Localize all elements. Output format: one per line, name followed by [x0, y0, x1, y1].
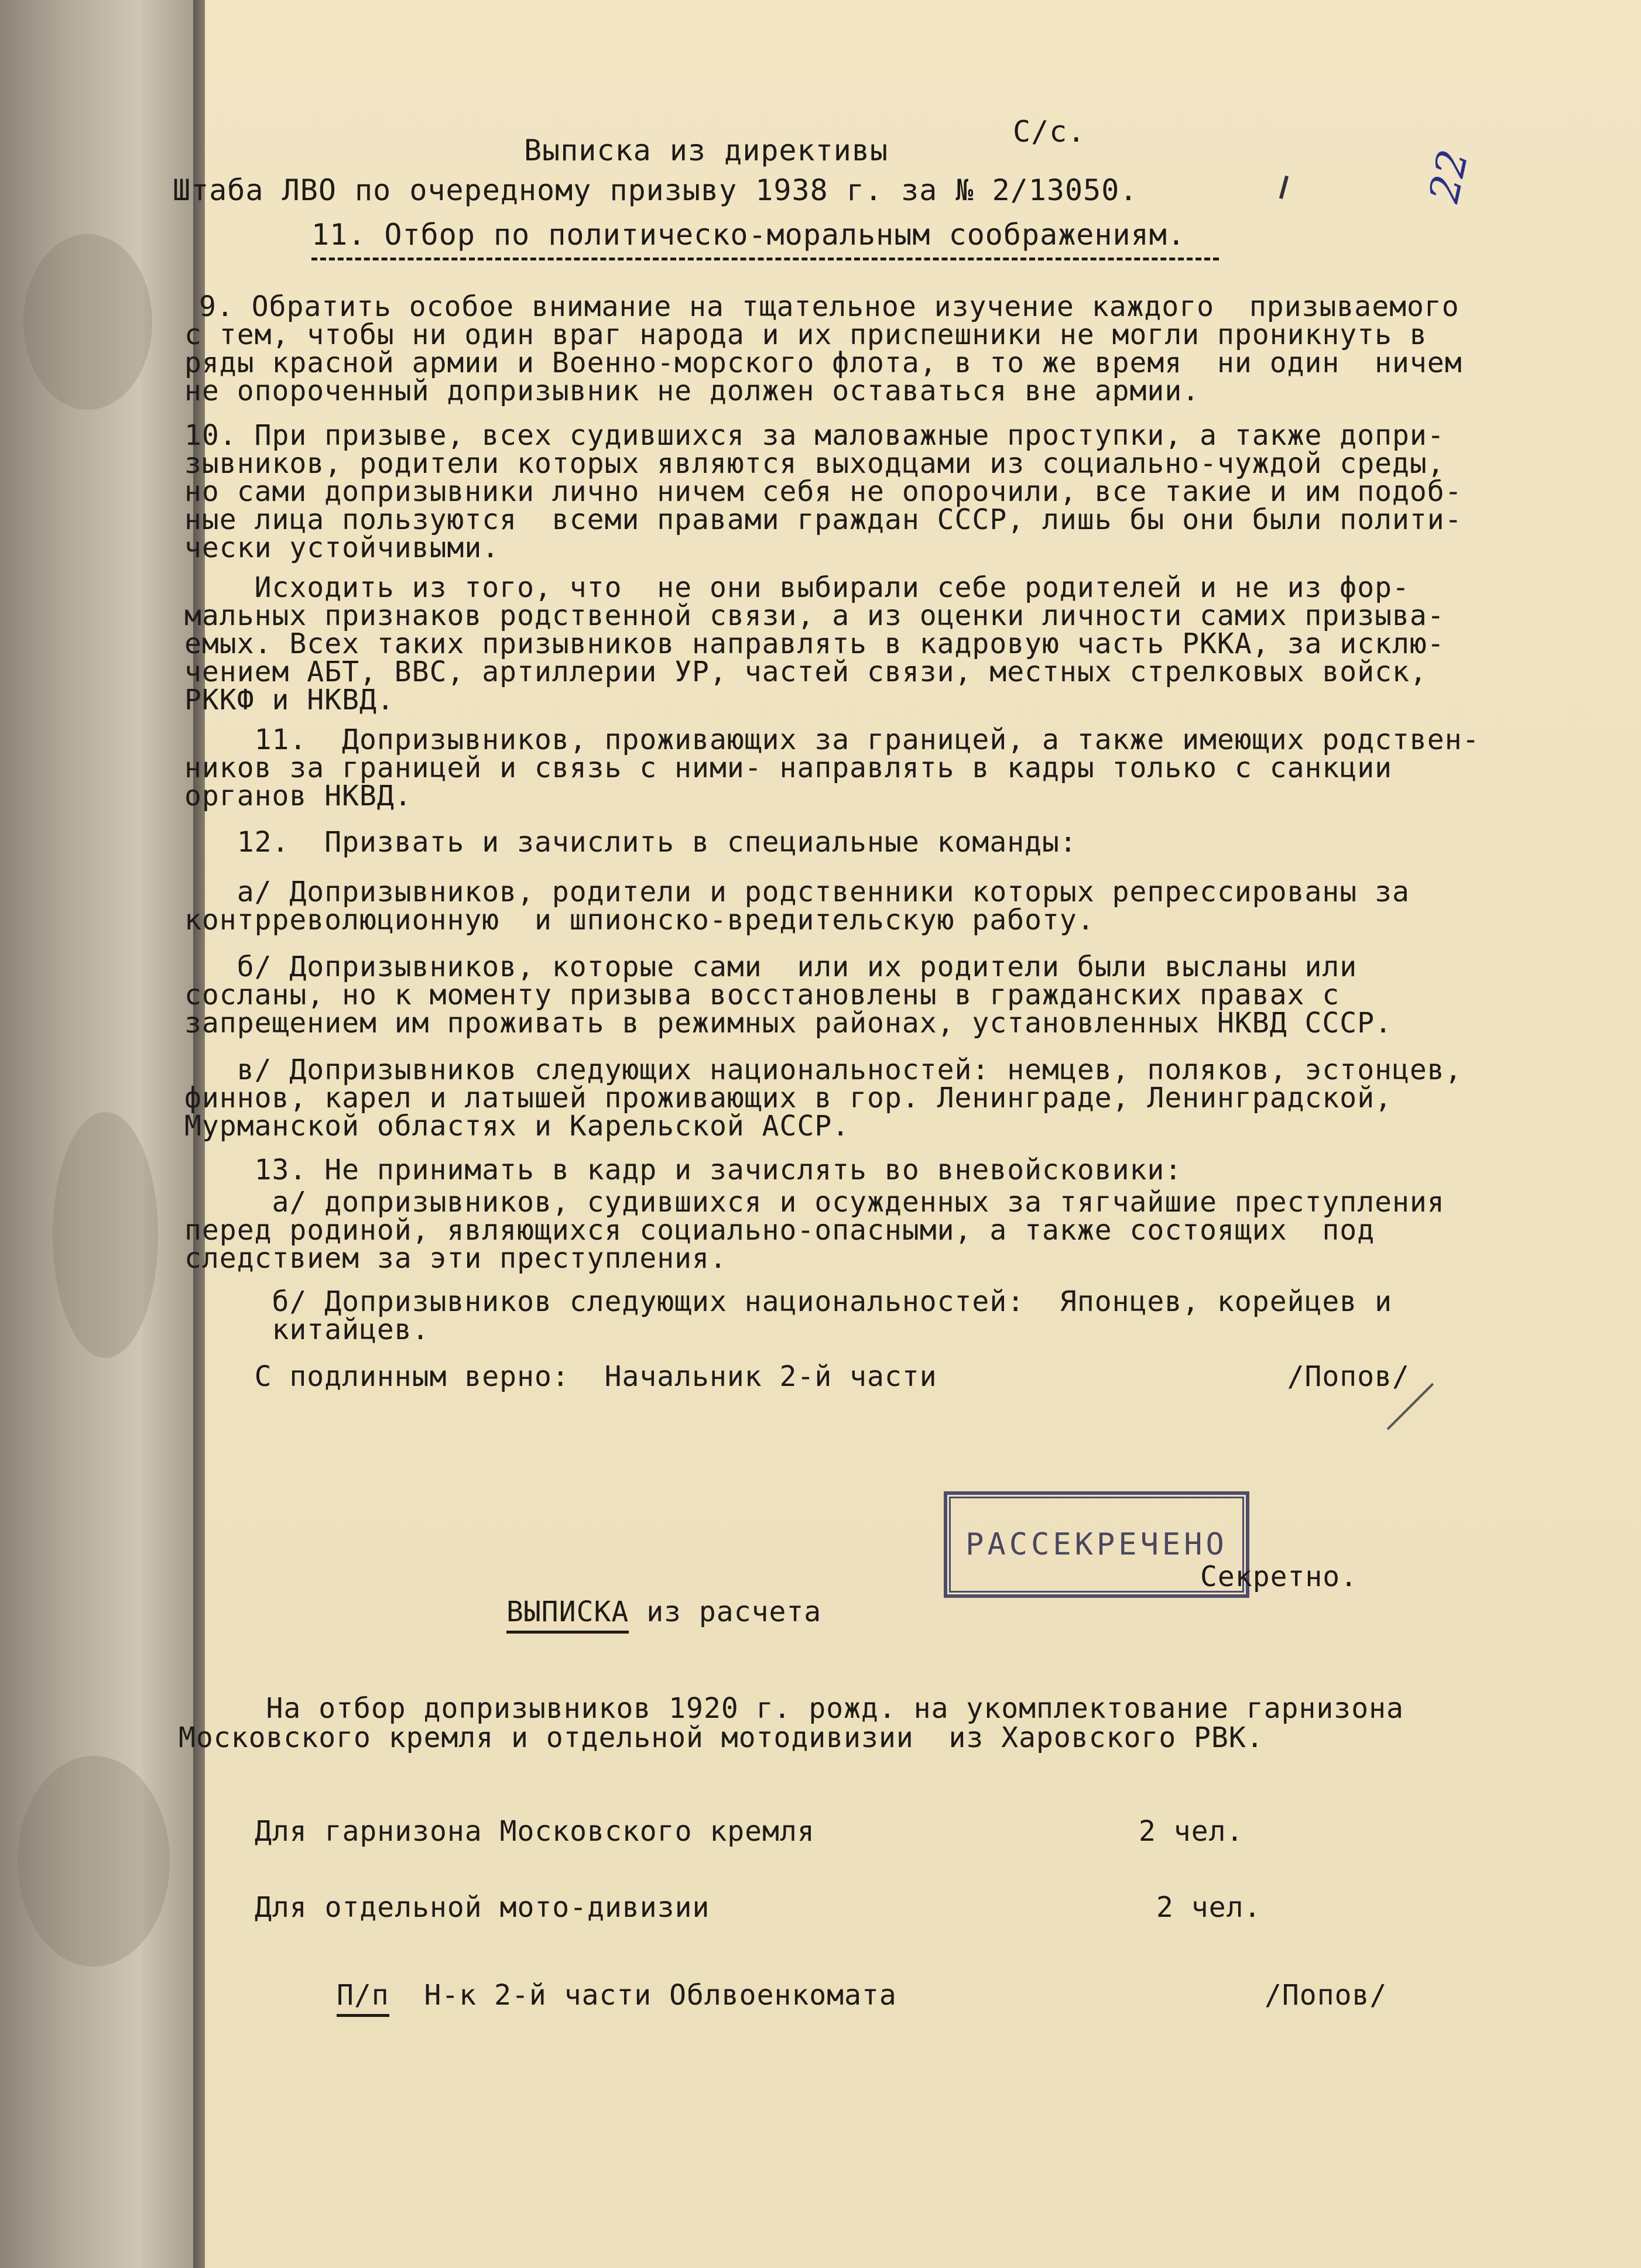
text-line: 12. Призвать и зачислить в специальные команды: [184, 826, 1077, 859]
text-line: 13. Не принимать в кадр и зачислять во вневойсковики: [184, 1154, 1183, 1186]
allocation-label: Для гарнизона Московского кремля [255, 1815, 815, 1848]
text-line: мальных признаков родственной связи, а из оценки личности самих призыва- [184, 599, 1445, 632]
signature-prefix: П/п [337, 1979, 389, 2017]
text-line: чением АБТ, ВВС, артиллерии УР, частей связи, местных стрелковых войск, [184, 656, 1427, 688]
declassified-stamp: РАССЕКРЕЧЕНО [944, 1491, 1249, 1598]
text-line: емых. Всех таких призывников направлять в кадровую часть РККА, за исклю- [184, 627, 1445, 660]
stain [23, 234, 152, 410]
text-line: чески устойчивыми. [184, 531, 500, 564]
text-line: 9. Обратить особое внимание на тщательное изучение каждого призываемого [199, 290, 1460, 323]
secrecy-mark: Секретно. [1200, 1560, 1358, 1593]
text-line: б/ Допризывников следующих национальностей: Японцев, корейцев и [184, 1285, 1392, 1318]
stain [53, 1112, 158, 1358]
text-line: китайцев. [184, 1313, 430, 1346]
text-line: ряды красной армии и Военно-морского флота, в то же время ни один ничем [184, 346, 1462, 379]
text-line: зывников, родители которых являются выходцами из социально-чуждой среды, [184, 447, 1445, 480]
text-line: запрещением им проживать в режимных районах, установленных НКВД СССР. [184, 1007, 1392, 1039]
classification-mark: С/с. [1013, 115, 1086, 149]
allocation-count: 2 чел. [1156, 1891, 1262, 1924]
document-page [173, 0, 1641, 2268]
extract-title [506, 1598, 821, 1626]
text-line: следствием за эти преступления. [184, 1242, 727, 1275]
text-line: в/ Допризывников следующих национальностей: немцев, поляков, эстонцев, [184, 1054, 1462, 1086]
text-line: С подлинным верно: Начальник 2-й части /Попов/ [184, 1360, 1410, 1393]
pen-mark [1279, 176, 1289, 199]
text-line: 11. Допризывников, проживающих за границей, а также имеющих родствен- [184, 723, 1480, 756]
text-line: сосланы, но к моменту призыва восстановлены в гражданских правах с [184, 979, 1340, 1011]
extract-title-main: ВЫПИСКА [506, 1596, 629, 1634]
section-underline [311, 258, 1219, 260]
signature-line: Н-к 2-й части Облвоенкомата [389, 1979, 897, 2012]
text-line: контрреволюционную и шпионско-вредительскую работу. [184, 904, 1095, 936]
intro-line: Московского кремля и отдельной мотодивизии из Харовского РВК. [179, 1721, 1264, 1754]
text-line: а/ допризывников, судившихся и осужденных за тягчайшие преступления [184, 1186, 1445, 1219]
text-line: перед родиной, являющихся социально-опасными, а также состоящих под [184, 1214, 1375, 1247]
directive-title: Выписка из директивы [524, 133, 889, 167]
section-title: 11. Отбор по политическо-моральным соображениям. [311, 218, 1186, 252]
text-line: РККФ и НКВД. [184, 684, 395, 716]
text-line: б/ Допризывников, которые сами или их родители были высланы или [184, 951, 1358, 983]
stain [18, 1756, 170, 1967]
text-line: но сами допризывники лично ничем себя не опорочили, все такие и им подоб- [184, 475, 1462, 508]
text-line: с тем, чтобы ни один враг народа и их приспешники не могли проникнуть в [184, 318, 1427, 351]
allocation-count: 2 чел. [1139, 1815, 1244, 1848]
extract-title-rest: из расчета [629, 1596, 822, 1628]
signature-block [337, 1979, 897, 2012]
directive-subtitle: Штаба ЛВО по очередному призыву 1938 г. за № 2/13050. [173, 173, 1138, 207]
page-number: 22 [1420, 145, 1478, 207]
text-line: Исходить из того, что не они выбирали себе родителей и не из фор- [184, 571, 1410, 604]
allocation-label: Для отдельной мото-дивизии [255, 1891, 710, 1924]
text-line: Мурманской областях и Карельской АССР. [184, 1110, 850, 1142]
intro-line: На отбор допризывников 1920 г. рожд. на укомплектование гарнизона [179, 1692, 1404, 1725]
facing-page [0, 0, 199, 2268]
text-line: не опороченный допризывник не должен оставаться вне армии. [184, 375, 1200, 407]
text-line: 10. При призыве, всех судившихся за маловажные проступки, а также допри- [184, 419, 1445, 452]
text-line: органов НКВД. [184, 780, 412, 812]
text-line: финнов, карел и латышей проживающих в гор. Ленинграде, Ленинградской, [184, 1082, 1392, 1114]
text-line: а/ Допризывников, родители и родственники которых репрессированы за [184, 876, 1410, 908]
text-line: ников за границей и связь с ними- направлять в кадры только с санкции [184, 752, 1392, 784]
text-line: ные лица пользуются всеми правами граждан СССР, лишь бы они были полити- [184, 503, 1462, 536]
signature-name: /Попов/ [1265, 1979, 1388, 2012]
